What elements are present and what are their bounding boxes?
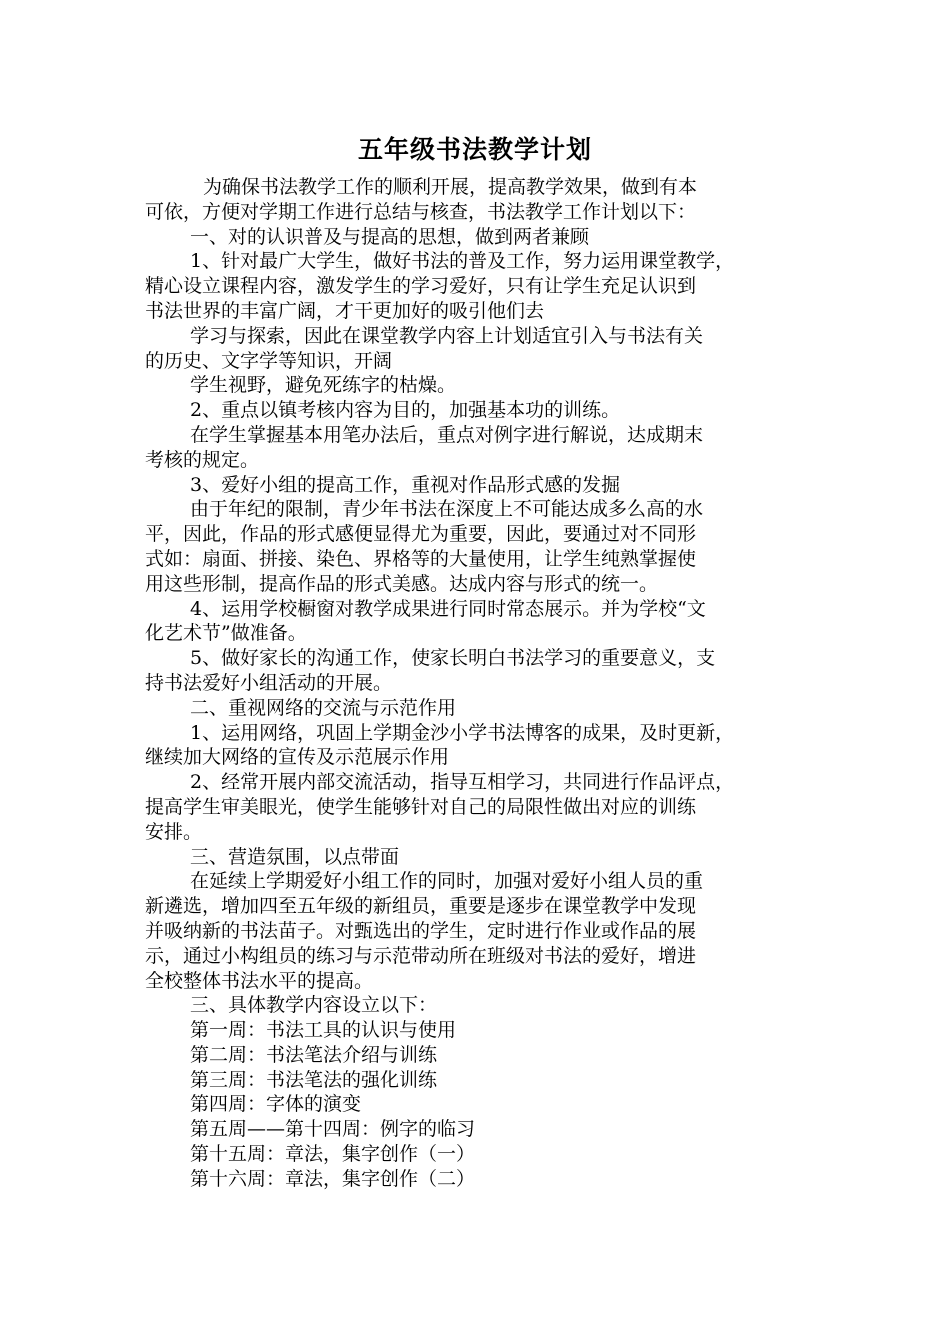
text-line: 第十六周：章法，集字创作（二） bbox=[190, 1167, 476, 1190]
text-line: 二、重视网络的交流与示范作用 bbox=[190, 696, 457, 719]
text-line: 并吸纳新的书法苗子。对甄选出的学生，定时进行作业或作品的展 bbox=[145, 919, 697, 942]
text-line: 5、做好家长的沟通工作，使家长明白书法学习的重要意义，支 bbox=[190, 647, 716, 670]
text-line: 为确保书法教学工作的顺利开展，提高教学效果，做到有本 bbox=[203, 176, 698, 198]
text-line: 3、爱好小组的提高工作，重视对作品形式感的发掘 bbox=[190, 473, 621, 496]
text-line: 第十五周：章法，集字创作（一） bbox=[190, 1143, 476, 1166]
text-line: 新遴选，增加四至五年级的新组员，重要是逐步在课堂教学中发现 bbox=[145, 895, 697, 918]
text-line: 化艺术节”做准备。 bbox=[145, 622, 307, 645]
text-line: 第一周：书法工具的认识与使用 bbox=[190, 1019, 457, 1042]
text-line: 第三周：书法笔法的强化训练 bbox=[190, 1068, 438, 1091]
text-line: 4、运用学校橱窗对教学成果进行同时常态展示。并为学校“文 bbox=[190, 597, 706, 620]
text-line: 用这些形制，提高作品的形式美感。达成内容与形式的统一。 bbox=[145, 572, 659, 595]
text-line: 书法世界的丰富广阔，才干更加好的吸引他们去 bbox=[145, 299, 545, 322]
text-line: 2、经常开展内部交流活动，指导互相学习，共同进行作品评点， bbox=[190, 771, 735, 794]
text-line: 可依，方便对学期工作进行总结与核查，书法教学工作计划以下： bbox=[145, 200, 697, 223]
document-title: 五年级书法教学计划 bbox=[357, 135, 592, 164]
text-line: 三、具体教学内容设立以下： bbox=[190, 994, 438, 1017]
text-line: 2、重点以镇考核内容为目的，加强基本功的训练。 bbox=[190, 399, 621, 422]
text-line: 示，通过小构组员的练习与示范带动所在班级对书法的爱好，增进 bbox=[145, 944, 697, 967]
text-line: 三、营造氛围，以点带面 bbox=[190, 845, 400, 868]
text-line: 1、针对最广大学生，做好书法的普及工作，努力运用课堂教学， bbox=[190, 250, 735, 273]
text-line: 学习与探索，因此在课堂教学内容上计划适宜引入与书法有关 bbox=[190, 324, 704, 347]
text-line: 持书法爱好小组活动的开展。 bbox=[145, 671, 393, 694]
text-line: 的历史、文字学等知识，开阔 bbox=[145, 349, 393, 372]
text-line: 学生视野，避免死练字的枯燥。 bbox=[190, 374, 457, 397]
text-line: 全校整体书法水平的提高。 bbox=[145, 969, 374, 992]
text-line: 由于年纪的限制，青少年书法在深度上不可能达成多么高的水 bbox=[190, 498, 704, 521]
text-line: 第二周：书法笔法介绍与训练 bbox=[190, 1043, 438, 1066]
text-line: 式如：扇面、拼接、染色、界格等的大量使用，让学生纯熟掌握使 bbox=[145, 547, 697, 570]
document-body bbox=[145, 175, 825, 1192]
text-line: 继续加大网络的宣传及示范展示作用 bbox=[145, 746, 450, 769]
text-line: 提高学生审美眼光，使学生能够针对自己的局限性做出对应的训练 bbox=[145, 795, 697, 818]
text-line: 第五周——第十四周：例字的临习 bbox=[190, 1118, 476, 1141]
text-line: 考核的规定。 bbox=[145, 448, 260, 471]
text-line: 1、运用网络，巩固上学期金沙小学书法博客的成果，及时更新， bbox=[190, 721, 735, 744]
text-line: 在学生掌握基本用笔办法后，重点对例字进行解说，达成期末 bbox=[190, 423, 704, 446]
text-line: 精心设立课程内容，激发学生的学习爱好，只有让学生充足认识到 bbox=[145, 275, 697, 298]
text-line: 第四周：字体的演变 bbox=[190, 1093, 362, 1116]
text-line: 在延续上学期爱好小组工作的同时，加强对爱好小组人员的重 bbox=[190, 870, 704, 893]
text-line: 一、对的认识普及与提高的思想，做到两者兼顾 bbox=[190, 225, 590, 248]
text-line: 平，因此，作品的形式感便显得尤为重要，因此，要通过对不同形 bbox=[145, 523, 697, 546]
text-line: 安排。 bbox=[145, 820, 203, 843]
